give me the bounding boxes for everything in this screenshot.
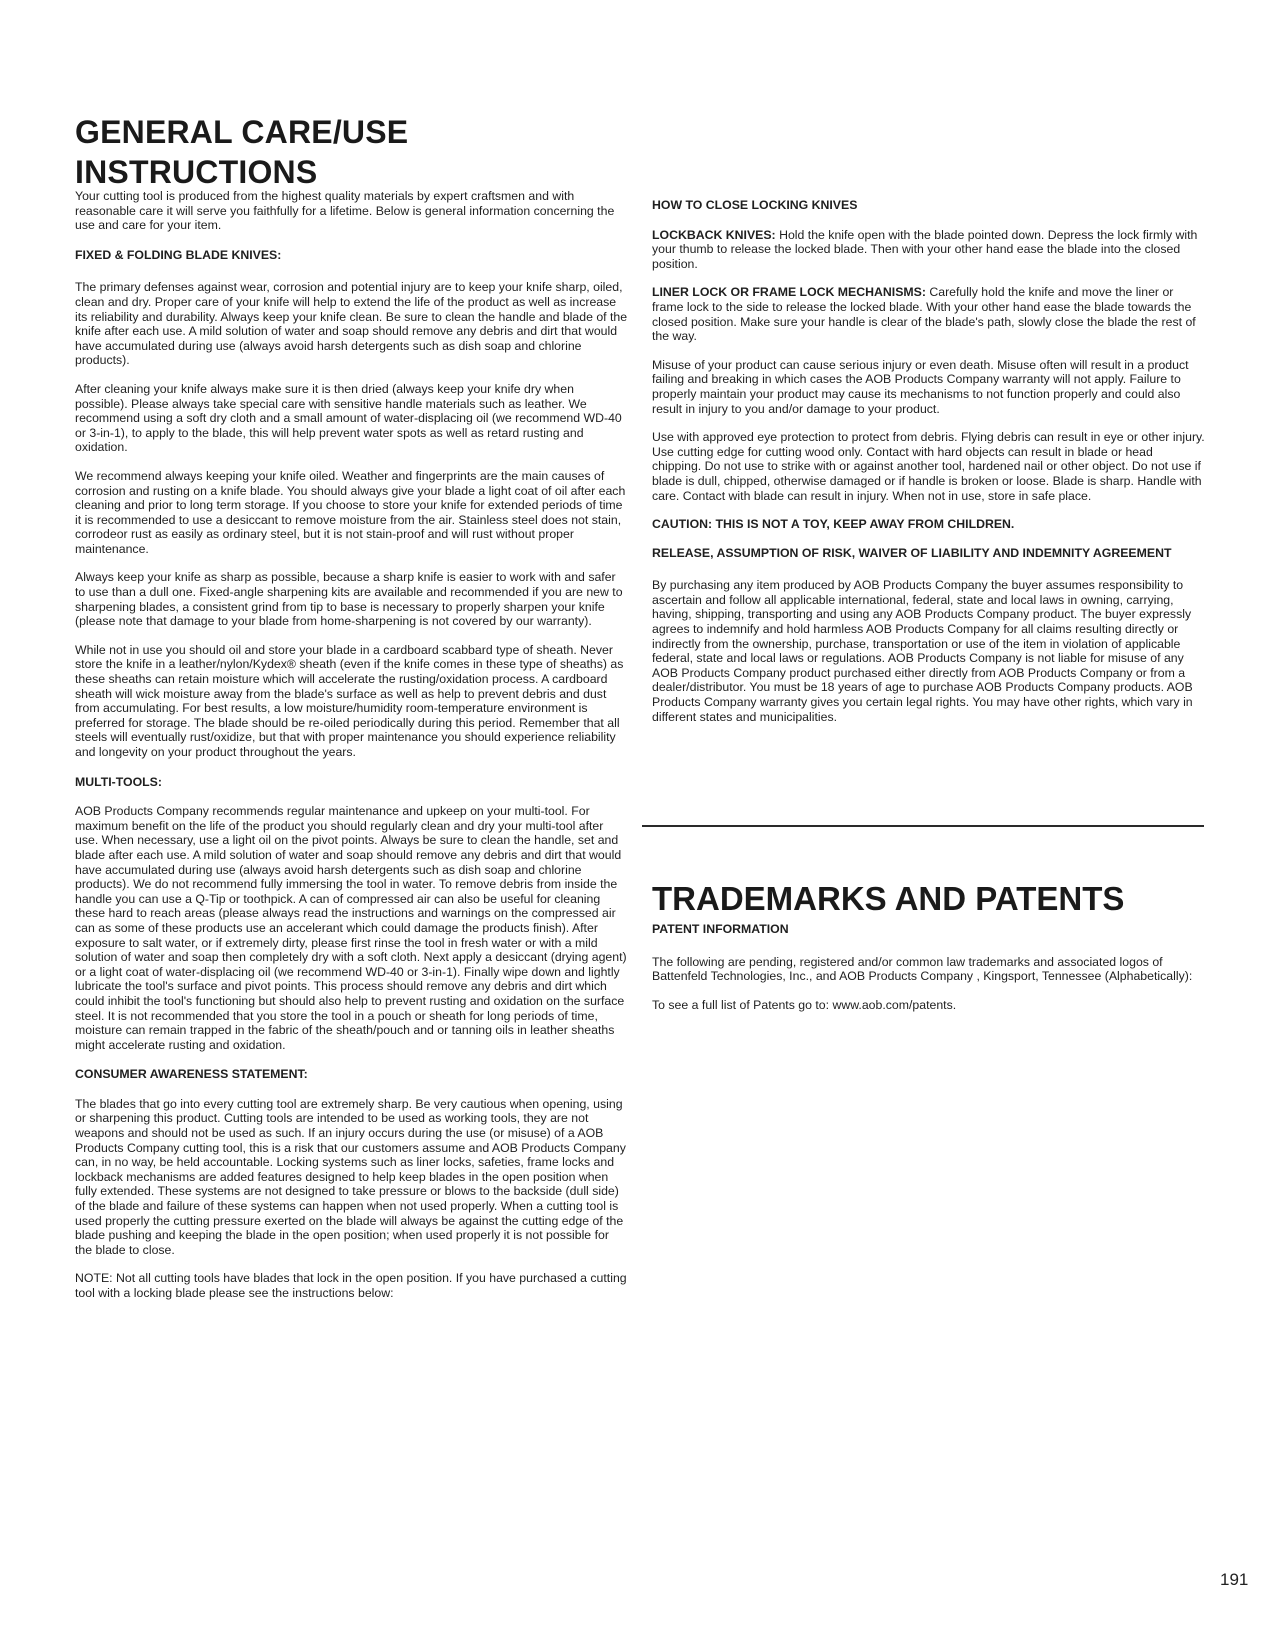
trademarks-section — [652, 825, 1205, 1012]
fixed-folding-paragraph-4: Always keep your knife as sharp as possible, because a sharp knife is easier to work with and safer to use than a dull one. Fixed-angle sharpening kits are available and recommended if you are new to sharpening blades, a consistent grind from tip to base is necessary to properly sharpen your knife (please note that damage to your blade from home-sharpening is not covered by our warranty). — [75, 570, 623, 629]
closing-heading: HOW TO CLOSE LOCKING KNIVES — [652, 198, 858, 212]
patent-heading: PATENT INFORMATION — [652, 922, 789, 936]
caution-heading: CAUTION: THIS IS NOT A TOY, KEEP AWAY FROM CHILDREN. — [652, 517, 1015, 532]
page-number: 191 — [1220, 1570, 1249, 1589]
left-column — [75, 112, 628, 1301]
fixed-folding-paragraph-2: After cleaning your knife always make sure it is then dried (always keep your knife dry when possible). Please always take special care with sensitive handle materials such as leather. We recommend using a soft dry cloth and a small amount of water-displacing oil (we recommend WD-40 or 3-in-1), to apply to the blade, this will help prevent water spots as well as retard rusting and oxidation. — [75, 381, 622, 455]
lockback-paragraph — [652, 228, 1205, 272]
trademarks-title: TRADEMARKS AND PATENTS — [652, 880, 1125, 917]
liner-paragraph — [652, 285, 1205, 343]
consumer-heading: CONSUMER AWARENESS STATEMENT: — [75, 1067, 308, 1082]
eye-protection-paragraph: Use with approved eye protection to protect from debris. Flying debris can result in eye or other injury. Use cutting edge for cutting wood only. Contact with hard objects can result in blade or head chipping. Do not use to strike with or against another tool, hardened nail or other object. Do not use if blade is dull, chipped, otherwise damaged or if handle is broken or loose. Blade is sharp. Handle with care. Contact with blade can result in injury. When not in use, store in safe place. — [652, 430, 1205, 503]
release-heading: RELEASE, ASSUMPTION OF RISK, WAIVER OF LIABILITY AND INDEMNITY AGREEMENT — [652, 545, 1172, 560]
page-title: GENERAL CARE/USE INSTRUCTIONS — [75, 114, 409, 190]
liner-label: LINER LOCK OR FRAME LOCK MECHANISMS: — [652, 285, 926, 300]
consumer-paragraph-2: NOTE: Not all cutting tools have blades that lock in the open position. If you have purchased a cutting tool with a locking blade please see the instructions below: — [75, 1271, 627, 1300]
liner-text: Carefully hold the knife and move the liner or frame lock to the side to release the locked blade. With your other hand ease the blade towards the closed position. Make sure your handle is clear of the blade's path, slowly close the blade the rest of the way. — [652, 285, 1196, 344]
multitools-paragraph: AOB Products Company recommends regular maintenance and upkeep on your multi-tool. For maximum benefit on the life of the product you should regularly clean and dry your multi-tool after use. When necessary, use a light oil on the pivot points. Always be sure to clean the handle, set and blade after each use. A mild solution of water and soap should remove any debris and dirt that would have accumulated during use (always avoid harsh detergents such as dish soap and chlorine products). We do not recommend fully immersing the tool in water. To remove debris from inside the handle you can use a Q-Tip or toothpick. A can of compressed air can also be useful for cleaning these hard to reach areas (please always read the instructions and warnings on the compressed air can as some of these products use an accelerant which could damage the products finish). After exposure to salt water, or if extremely dirty, please first rinse the tool in fresh water or with a mild solution of water and soap then completely dry with a soft cloth. Next apply a desiccant (drying agent) or a light coat of water-displacing oil (we recommend WD-40 or 3-in-1). Finally wipe down and lightly lubricate the tool's surface and pivot points. This process should remove any debris and dirt which could inhibit the tool's functioning but should also help to prevent rusting and oxidation on the surface steel. It is not recommended that you store the tool in a pouch or sheath for long periods of time, moisture can remain trapped in the fabric of the sheath/pouch and or tanning oils in leather sheaths might accelerate rusting and oxidation. — [75, 804, 627, 1052]
misuse-paragraph: Misuse of your product can cause serious injury or even death. Misuse often will result in a product failing and breaking in which cases the AOB Products Company warranty will not apply. Failure to properly maintain your product may cause its mechanisms to not function properly and could also result in injury to you and/or damage to your product. — [652, 357, 1189, 416]
intro-paragraph: Your cutting tool is produced from the highest quality materials by expert craftsmen and with reasonable care it will serve you faithfully for a lifetime. Below is general information concerning the use and care for your item. — [75, 189, 615, 233]
release-paragraph: By purchasing any item produced by AOB Products Company the buyer assumes responsibility to ascertain and follow all applicable international, federal, state and local laws in owning, carrying, having, shipping, transporting and using any AOB Products Company product. The buyer expressly agrees to indemnify and hold harmless AOB Products Company for all claims resulting directly or indirectly from the ownership, purchase, transportation or use of the item in violation of applicable federal, state and local laws or regulations. AOB Products Company is not liable for misuse of any AOB Products Company product purchased either directly from AOB Products Company or from a dealer/distributor. You must be 18 years of age to purchase AOB Products Company products. AOB Products Company warranty gives you certain legal rights. You may have other rights, which vary in different states and municipalities. — [652, 578, 1193, 724]
patents-link-paragraph: To see a full list of Patents go to: www.aob.com/patents. — [652, 997, 957, 1012]
lockback-text: Hold the knife open with the blade pointed down. Depress the lock firmly with your thumb to release the locked blade. Then with your other hand ease the blade into the closed position. — [652, 227, 1198, 271]
fixed-folding-paragraph-3: We recommend always keeping your knife oiled. Weather and fingerprints are the main causes of corrosion and rusting on a knife blade. You should always give your blade a light coat of oil after each cleaning and prior to long term storage. If you choose to store your knife for extended periods of time it is recommended to use a desiccant to remove moisture from the air. Stainless steel does not stain, corrodeor rust as easily as ordinary steel, but it is not stain-proof and will rust without proper maintenance. — [75, 468, 626, 556]
lockback-label: LOCKBACK KNIVES: — [652, 227, 776, 242]
trademarks-paragraph: The following are pending, registered and/or common law trademarks and associated logos of Battenfeld Technologies, Inc., and AOB Products Company , Kingsport, Tennessee (Alphabetically): — [652, 954, 1193, 984]
fixed-folding-paragraph-5: While not in use you should oil and store your blade in a cardboard scabbard type of sheath. Never store the knife in a leather/nylon/Kydex® sheath (even if the knife comes in these type of sheaths) as these sheaths can retain moisture which will accelerate the rusting/oxidation process. A cardboard sheath will wick moisture away from the blade's surface as well as help to prevent debris and dust from accumulating. For best results, a low moisture/humidity room-temperature environment is preferred for storage. The blade should be re-oiled periodically during this period. Remember that all steels will eventually rust/oxidize, but that with proper maintenance you should experience reliability and longevity on your product throughout the years. — [75, 642, 624, 759]
fixed-folding-paragraph-1: The primary defenses against wear, corrosion and potential injury are to keep your knife sharp, oiled, clean and dry. Proper care of your knife will help to extend the life of the product as well as increase its reliability and durability. Always keep your knife clean. Be sure to clean the handle and blade of the knife after each use. A mild solution of water and soap should remove any debris and dirt that would have accumulated during use (always avoid harsh detergents such as dish soap and chlorine products). — [75, 280, 628, 368]
fixed-folding-heading: FIXED & FOLDING BLADE KNIVES: — [75, 247, 282, 262]
multitools-heading: MULTI-TOOLS: — [75, 774, 162, 789]
right-column — [652, 198, 1205, 724]
consumer-paragraph-1: The blades that go into every cutting tool are extremely sharp. Be very cautious when opening, using or sharpening this product. Cutting tools are intended to be used as working tools, they are not weapons and should not be used as such. If an injury occurs during the use (or misuse) of a AOB Products Company cutting tool, this is a risk that our customers assume and AOB Products Company can, in no way, be held accountable. Locking systems such as liner locks, safeties, frame locks and lockback mechanisms are added features designed to help keep blades in the open position when fully extended. These systems are not designed to take pressure or blows to the backside (dull side) of the blade and failure of these systems can happen when not used properly. When a cutting tool is used properly the cutting pressure exerted on the blade will always be against the cutting edge of the blade pushing and keeping the blade in the open position; when used properly it is not possible for the blade to close. — [75, 1096, 626, 1257]
section-divider — [642, 825, 1204, 827]
